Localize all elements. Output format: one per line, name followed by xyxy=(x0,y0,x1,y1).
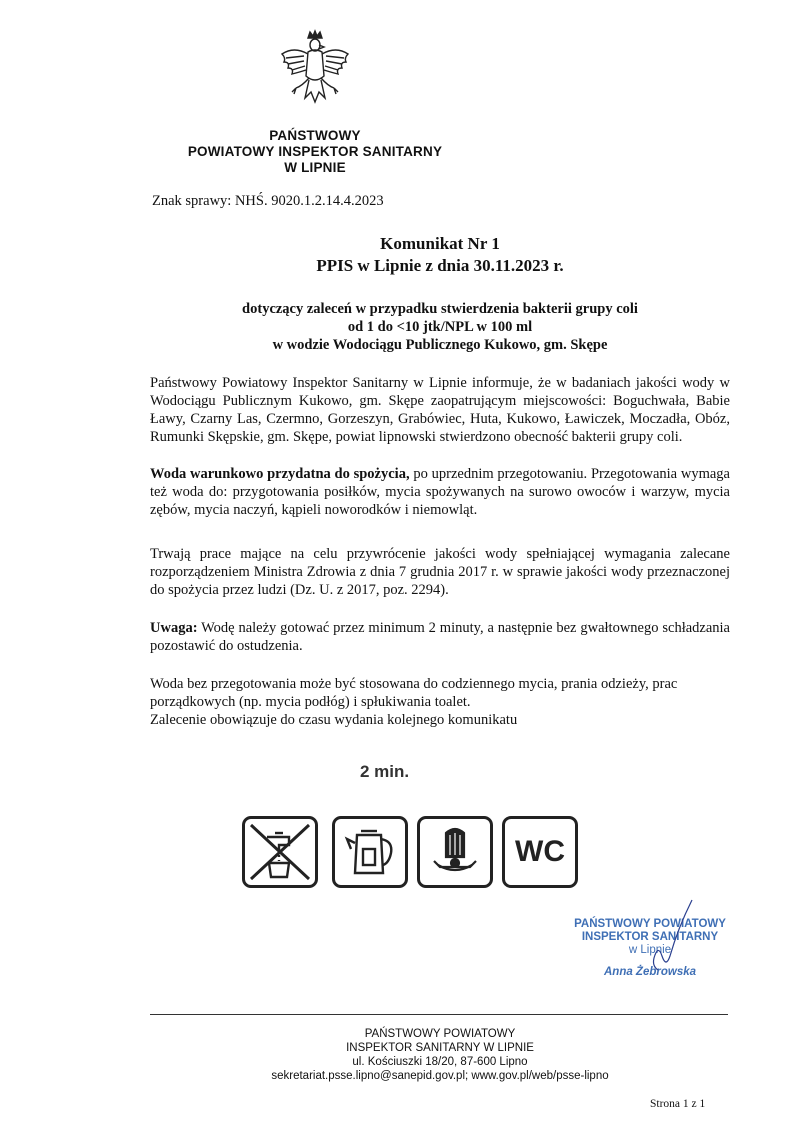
stamp-signer: Anna Żebrowska xyxy=(603,966,697,978)
body-paragraph-4: Woda bez przegotowania może być stosowana do codziennego mycia, prania odzieży, prac porządkowych (np. mycia podłóg) i spłukiwania toalet. xyxy=(150,676,678,710)
footer-address: ul. Kościuszki 18/20, 87-600 Lipno xyxy=(352,1056,528,1068)
wc-icon xyxy=(502,816,578,888)
footer-contact: sekretariat.psse.lipno@sanepid.gov.pl; www.gov.pl/web/psse-lipno xyxy=(271,1070,609,1082)
footer-line-2: INSPEKTOR SANITARNY W LIPNIE xyxy=(346,1042,534,1054)
signature-mark xyxy=(636,898,706,974)
no-tap-water-icon xyxy=(242,816,318,888)
body-paragraph-2 xyxy=(150,465,730,519)
body-paragraph-3: Trwają prace mające na celu przywrócenie jakości wody spełniającej wymagania zalecane rozporządzeniem Ministra Zdrowia z dnia 7 grudnia 2017 r. w sprawie jakości wody przeznaczonej do spożycia przez ludzi (Dz. U. z 2017, poz. 2294). xyxy=(150,546,730,598)
footer-line-1: PAŃSTWOWY POWIATOWY xyxy=(364,1028,516,1040)
stamp-line-1: PAŃSTWOWY POWIATOWY xyxy=(574,918,726,930)
subject-line-1: dotyczący zaleceń w przypadku stwierdzenia bakterii grupy coli xyxy=(242,301,638,317)
issuer-line-1: PAŃSTWOWY xyxy=(269,128,361,143)
kettle-icon xyxy=(332,816,408,888)
page-number: Strona 1 z 1 xyxy=(650,1098,706,1110)
boil-duration-label: 2 min. xyxy=(360,762,410,781)
note-paragraph xyxy=(150,619,730,655)
polish-eagle-emblem-icon xyxy=(278,28,352,114)
conditional-use-statement: Woda warunkowo przydatna do spożycia, xyxy=(150,466,410,482)
document-title: Komunikat Nr 1 xyxy=(380,234,500,253)
case-reference: Znak sprawy: NHŚ. 9020.1.2.14.4.2023 xyxy=(152,193,384,209)
body-paragraph-5: Zalecenie obowiązuje do czasu wydania kolejnego komunikatu xyxy=(150,712,518,728)
note-label: Uwaga: xyxy=(150,620,198,636)
stamp-line-3: w Lipnie xyxy=(628,944,672,956)
issuer-line-3: W LIPNIE xyxy=(284,160,346,175)
note-text: Wodę należy gotować przez minimum 2 minuty, a następnie bez gwałtownego schładzania pozostawić do ostudzenia. xyxy=(150,620,730,654)
subject-line-2: od 1 do <10 jtk/NPL w 100 ml xyxy=(347,319,533,335)
issuer-line-2: POWIATOWY INSPEKTOR SANITARNY xyxy=(187,144,443,159)
subject-line-3: w wodzie Wodociągu Publicznego Kukowo, gm. Skępe xyxy=(272,337,608,353)
stamp-line-2: INSPEKTOR SANITARNY xyxy=(581,931,719,943)
wc-label: WC xyxy=(515,835,565,868)
boiling-requirements: po uprzednim przegotowaniu. Przegotowania wymaga też woda do: przygotowania posiłków, mycia spożywanych na surowo owoców i warzyw, mycia zębów, mycia naczyń, kąpieli noworodków i niemowląt. xyxy=(150,466,730,518)
document-date-line: PPIS w Lipnie z dnia 30.11.2023 r. xyxy=(316,256,564,275)
shower-icon xyxy=(417,816,493,888)
footer-divider xyxy=(150,1014,728,1015)
body-paragraph-1: Państwowy Powiatowy Inspektor Sanitarny w Lipnie informuje, że w badaniach jakości wody w Wodociągu Publicznym Kukowo, gm. Skępe zaopatrującym miejscowości: Boguchwała, Babie Ławy, Czarny Las, Czermno, Gorzeszyn, Grabówiec, Huta, Kukowo, Ławiczek, Moczadła, Obóz, Rumunki Skępskie, gm. Skępe, powiat lipnowski stwierdzono obecność bakterii grupy coli. xyxy=(150,375,730,445)
